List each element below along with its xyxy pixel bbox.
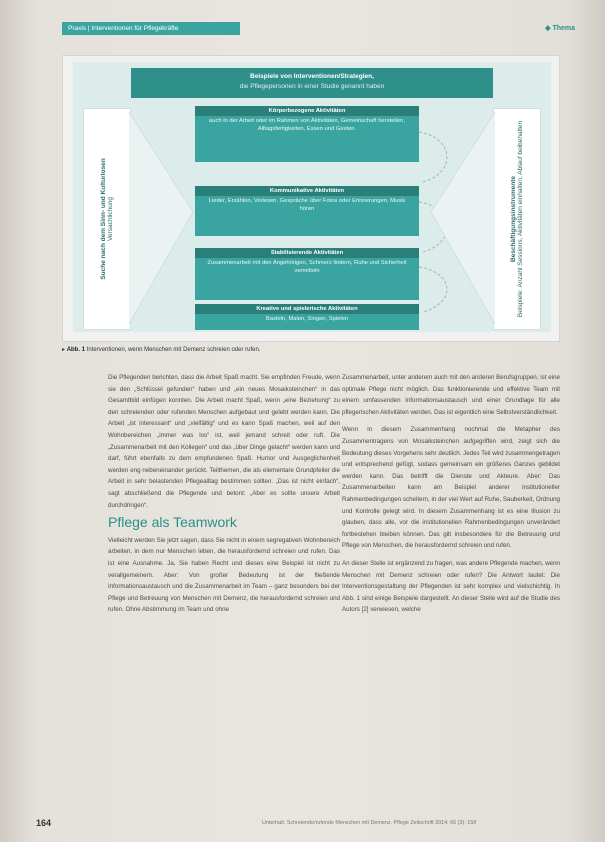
figure-top-title: Beispiele von Interventionen/Strategien, — [250, 73, 374, 80]
activity-box-title: Kommunikative Aktivitäten — [195, 186, 419, 196]
paragraph: Zusammenarbeit, unter anderem auch mit den anderen Berufsgruppen, ist eine optimale Pflege nicht möglich. Das funktionierende und effektive Team mit einem umfassenden Informationsaustausch und einer Grundlage für alle pflegerischen Aktivitäten werden. Das ist eigentlich eine Selbstverständlichkeit. — [342, 374, 560, 416]
figure-box — [62, 55, 560, 342]
text-column-left — [108, 372, 340, 622]
caption-label: Abb. 1 — [66, 347, 86, 353]
activity-box-text: auch in der Arbeit oder im Rahmen von Aktivitäten, Gemeinschaft herstellen, Alltagsfertigkeiten, Essen und Gesten. — [209, 118, 405, 132]
thema-text: Thema — [552, 25, 575, 32]
activity-box-text: Zusammenarbeit mit den Angehörigen, Schmerz lindern, Ruhe und Sicherheit vermitteln — [207, 260, 407, 274]
right-panel-title: Beschäftigungsinstrumente — [510, 176, 517, 262]
activity-box-title: Kreative und spielerische Aktivitäten — [195, 304, 419, 314]
paragraph: Vielleicht werden Sie jetzt sagen, dass Sie nicht in einem segregativen Wohnbereich arbeiten, in dem nur Menschen leben, die herausfordernd schreien und rufen. Das ist eine Ausnahme. Ja, Sie haben Recht und dieses eine Beispiel ist nicht zu verallgemeinern. Aber: Von großer Bedeutung ist der fließende Informationsaustausch und die Zusammenarbeit im Team – ganz besonders bei der Pflege und Betreuung von Menschen mit Demenz, die herausfordernd schreien und rufen. Ohne Abstimmung im Team und ohne — [108, 536, 340, 614]
footer-citation: Unterhalt: Schreiende/rufende Menschen mit Demenz. Pflege Zeitschrift 2014; 66 (3): 158 — [262, 820, 477, 826]
paragraph: Die Pflegenden berichten, dass die Arbeit Spaß macht. Sie empfinden Freude, wenn sie den „Schlüssel gefunden“ haben und „ein neues Mosaiksteinchen“ in das Gesamtbild einfügen konnten. Die Arbeit macht Spaß, wenn „eine Beziehung“ zu den schreienden oder rufenden Menschen aufgebaut und gelebt werden kann. Die Arbeit „ist interessant“ und „vielfältig“ und es kann Spaß machen, weil auf den Wohnbereichen „immer was los“ ist, weil jemand schreit oder ruft. Die „Zusammenarbeit mit den Kollegen“ und das „über Dinge gelacht“ werden kann und darf, führt ebenfalls zu dem empfundenen Spaß. Humor und Ausgeglichenheit werden eng nebeneinander gerückt. Teilthemen, die als elementare Grundpfeiler die Arbeit in sehr belastenden Pflegealltag bestimmen sollten. „Das ist nicht einfach“, sagt abschließend die Pflegende und betont: „Aber es sollte unsere Arbeit durchdringen“. — [108, 374, 340, 509]
activity-box-title: Körperbezogene Aktivitäten — [195, 106, 419, 116]
activity-box-title: Stabilisierende Aktivitäten — [195, 248, 419, 258]
paragraph: An dieser Stelle ist ergänzend zu fragen, was andere Pflegende machen, wenn Menschen mit Demenz schreien oder rufen? Die Antwort lautet: Die Interventionsgestaltung der Pflegenden ist sehr komplex und vielschichtig. In Abb. 1 sind einige Beispiele dargestellt. An dieser Stelle wird auf die Studie des Autors [2] verwiesen, welche — [342, 559, 560, 614]
activity-box-text: Basteln, Malen, Singen, Spielen — [265, 316, 349, 322]
activity-box-text: Lieder, Erzählen, Vorlesen, Gespräche über Fotos oder Erinnerungen, Musik hören — [208, 198, 406, 212]
paragraph: Wenn in diesem Zusammenhang nochmal die Metapher des Zusammentragens von Mosaiksteinchen aufgegriffen wird, zeigt sich die Bedeutung dieses Vorgehens sehr deutlich. Jedes Teil wird zusammengetragen und entsprechend gefügt, sodass gemeinsam ein größeres Ganzes gebildet werden kann. Das betrifft die Dienste und Akteure. Aber: Das Zusammenarbeiten kann am Beispiel anderer institutioneller Rahmenbedingungen scheitern, in der viel Wert auf Ruhe, Sauberkeit, Ordnung und Kontrolle gelegt wird. In diesem Zusammenhang ist es eine Illusion zu glauben, dass alle, vor die institutionellen Rahmenbedingungen unverändert fortbestehen bleiben können. Das gilt insbesondere für die Betreuung und Pflege von Menschen, die herausfordernd schreien und rufen. — [342, 426, 560, 550]
figure-top-subtitle: die Pflegepersonen in einer Studie genannt haben — [239, 83, 385, 90]
left-panel-subtitle: Versachlichung — [107, 196, 114, 242]
figure-caption — [62, 346, 260, 353]
header-thema-label — [545, 24, 575, 32]
caption-text: Interventionen, wenn Menschen mit Demenz schreien oder rufen. — [86, 347, 261, 353]
page-number: 164 — [36, 818, 52, 828]
caption-arrow-icon: ▸ — [62, 347, 67, 353]
text-column-right — [342, 372, 560, 622]
header-section-tab: Praxis | Interventionen für Pflegekräfte — [62, 22, 240, 35]
left-panel-title: Suche nach dem Sinn- und Kulturlosen — [100, 158, 107, 280]
diamond-icon: ◆ — [545, 25, 553, 32]
figure-dashed-connectors — [73, 62, 551, 332]
section-heading: Pflege als Teamwork — [108, 514, 237, 531]
right-panel-subtitle: Beispiele: Anzahl Sessions, Aktivitäten einhalten, Ablauf beibehalten — [517, 120, 524, 318]
figure-inner — [73, 62, 551, 332]
